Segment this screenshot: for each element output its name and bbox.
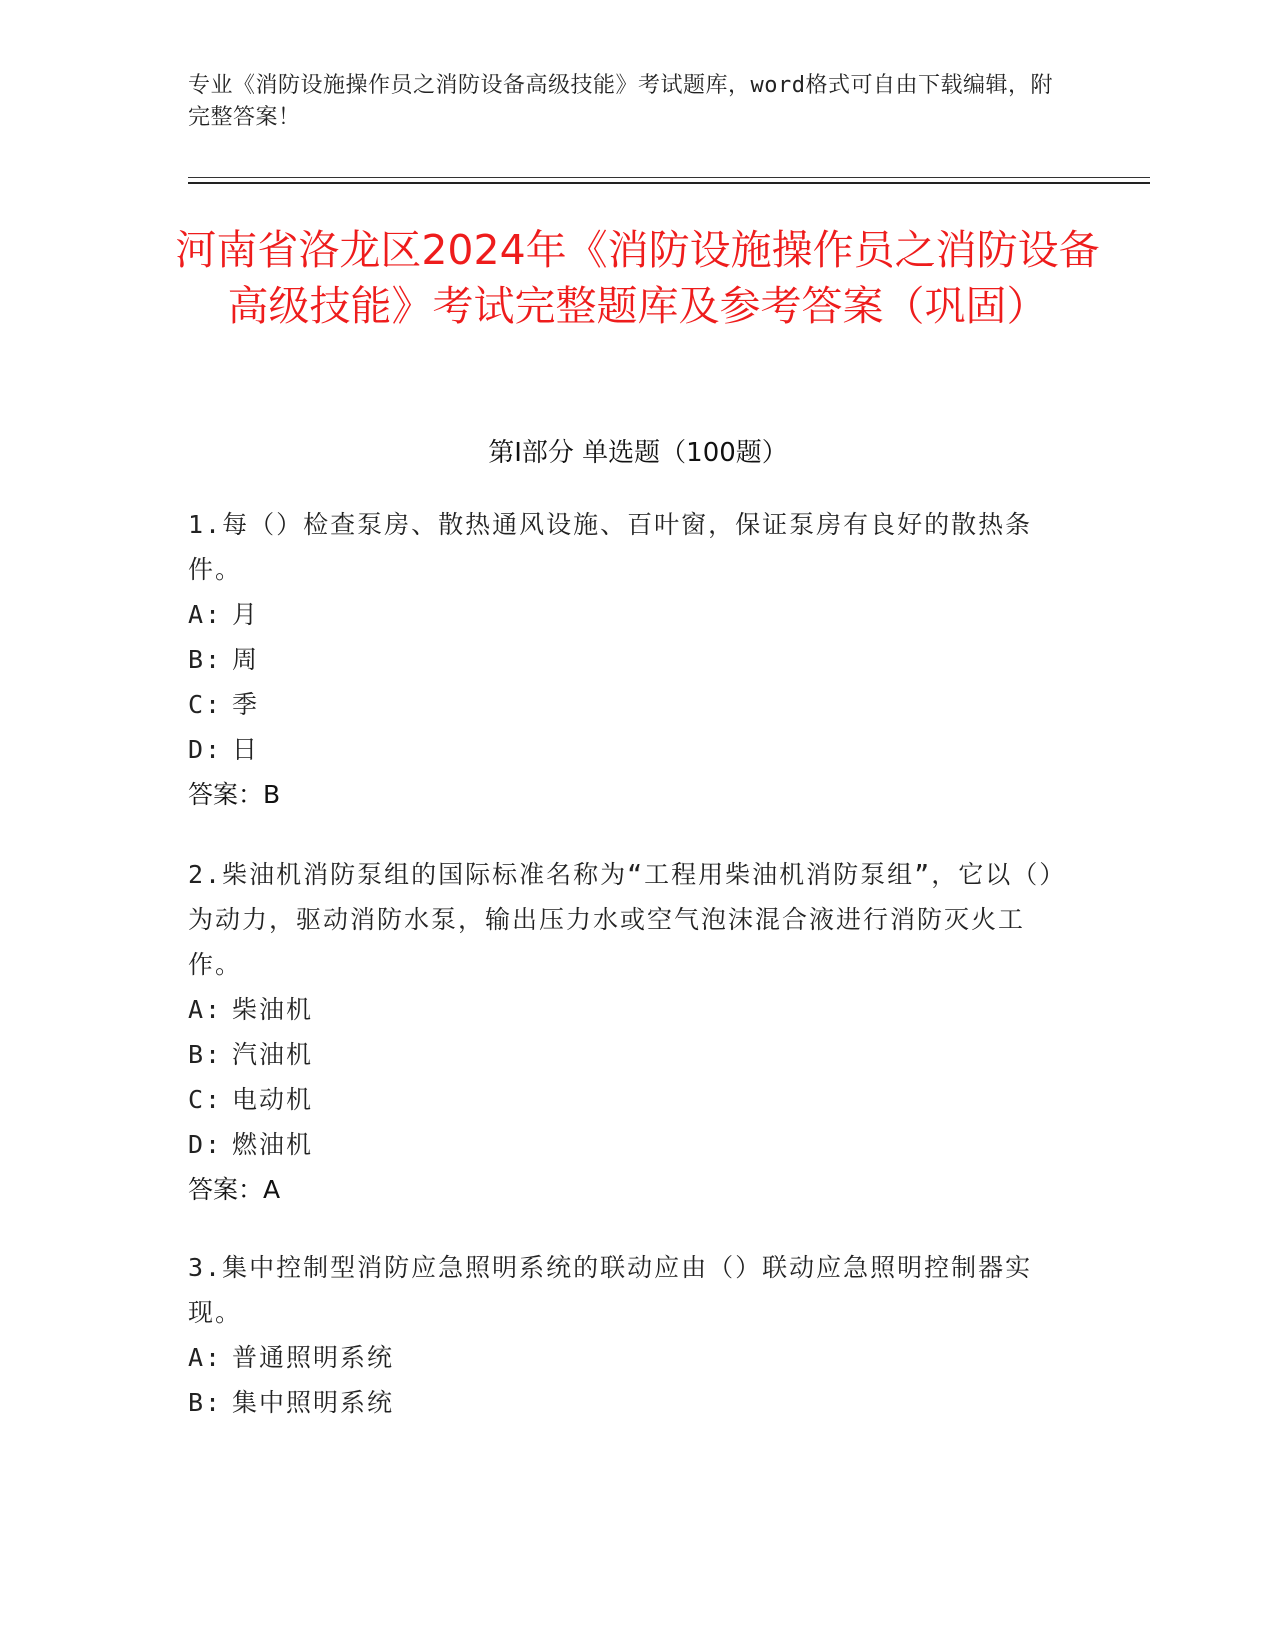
question-3: [188, 1245, 1068, 1425]
option-text: 柴油机: [232, 995, 314, 1024]
option-d: [188, 727, 1068, 772]
option-text: 集中照明系统: [232, 1388, 395, 1417]
header-divider-thin: [188, 177, 1150, 178]
option-letter: A:: [188, 600, 223, 629]
answer-value: B: [263, 780, 281, 809]
option-b: [188, 1032, 1068, 1077]
option-letter: C:: [188, 1085, 223, 1114]
option-letter: A:: [188, 995, 223, 1024]
answer-label: 答案：: [188, 780, 264, 809]
question-text: 每（）检查泵房、散热通风设施、百叶窗，保证泵房有良好的散热条件。: [188, 510, 1033, 584]
answer-label: 答案：: [188, 1175, 264, 1204]
option-b: [188, 637, 1068, 682]
document-title: 河南省洛龙区2024年《消防设施操作员之消防设备高级技能》考试完整题库及参考答案（巩固）: [175, 226, 1100, 330]
option-a: [188, 1335, 1068, 1380]
question-number: 3.: [188, 1253, 223, 1282]
option-c: [188, 1077, 1068, 1122]
option-letter: B:: [188, 1388, 223, 1417]
option-a: [188, 987, 1068, 1032]
section-heading: 第I部分 单选题（100题）: [488, 438, 788, 468]
option-letter: A:: [188, 1343, 223, 1372]
answer-line: [188, 1167, 1068, 1212]
option-b: [188, 1380, 1068, 1425]
option-text: 日: [232, 735, 260, 764]
option-letter: B:: [188, 645, 223, 674]
option-text: 普通照明系统: [232, 1343, 395, 1372]
option-text: 燃油机: [232, 1130, 314, 1159]
option-letter: D:: [188, 735, 223, 764]
answer-line: [188, 772, 1068, 817]
option-text: 季: [232, 690, 260, 719]
question-number: 2.: [188, 860, 223, 889]
answer-value: A: [263, 1175, 281, 1204]
question-text: 柴油机消防泵组的国际标准名称为“工程用柴油机消防泵组”，它以（）为动力，驱动消防水泵，输出压力水或空气泡沫混合液进行消防灭火工作。: [188, 860, 1067, 979]
option-letter: B:: [188, 1040, 223, 1069]
option-c: [188, 682, 1068, 727]
header-divider-thick: [188, 182, 1150, 184]
option-text: 汽油机: [232, 1040, 314, 1069]
question-stem: [188, 1245, 1068, 1335]
option-letter: C:: [188, 690, 223, 719]
question-2: [188, 852, 1068, 1212]
option-letter: D:: [188, 1130, 223, 1159]
option-text: 月: [232, 600, 260, 629]
question-stem: [188, 852, 1068, 987]
question-1: [188, 502, 1068, 817]
question-text: 集中控制型消防应急照明系统的联动应由（）联动应急照明控制器实现。: [188, 1253, 1033, 1327]
option-text: 电动机: [232, 1085, 314, 1114]
option-d: [188, 1122, 1068, 1167]
question-number: 1.: [188, 510, 223, 539]
option-text: 周: [232, 645, 260, 674]
header-note: 专业《消防设施操作员之消防设备高级技能》考试题库，word格式可自由下载编辑，附完整答案！: [188, 73, 1053, 130]
option-a: [188, 592, 1068, 637]
question-stem: [188, 502, 1068, 592]
